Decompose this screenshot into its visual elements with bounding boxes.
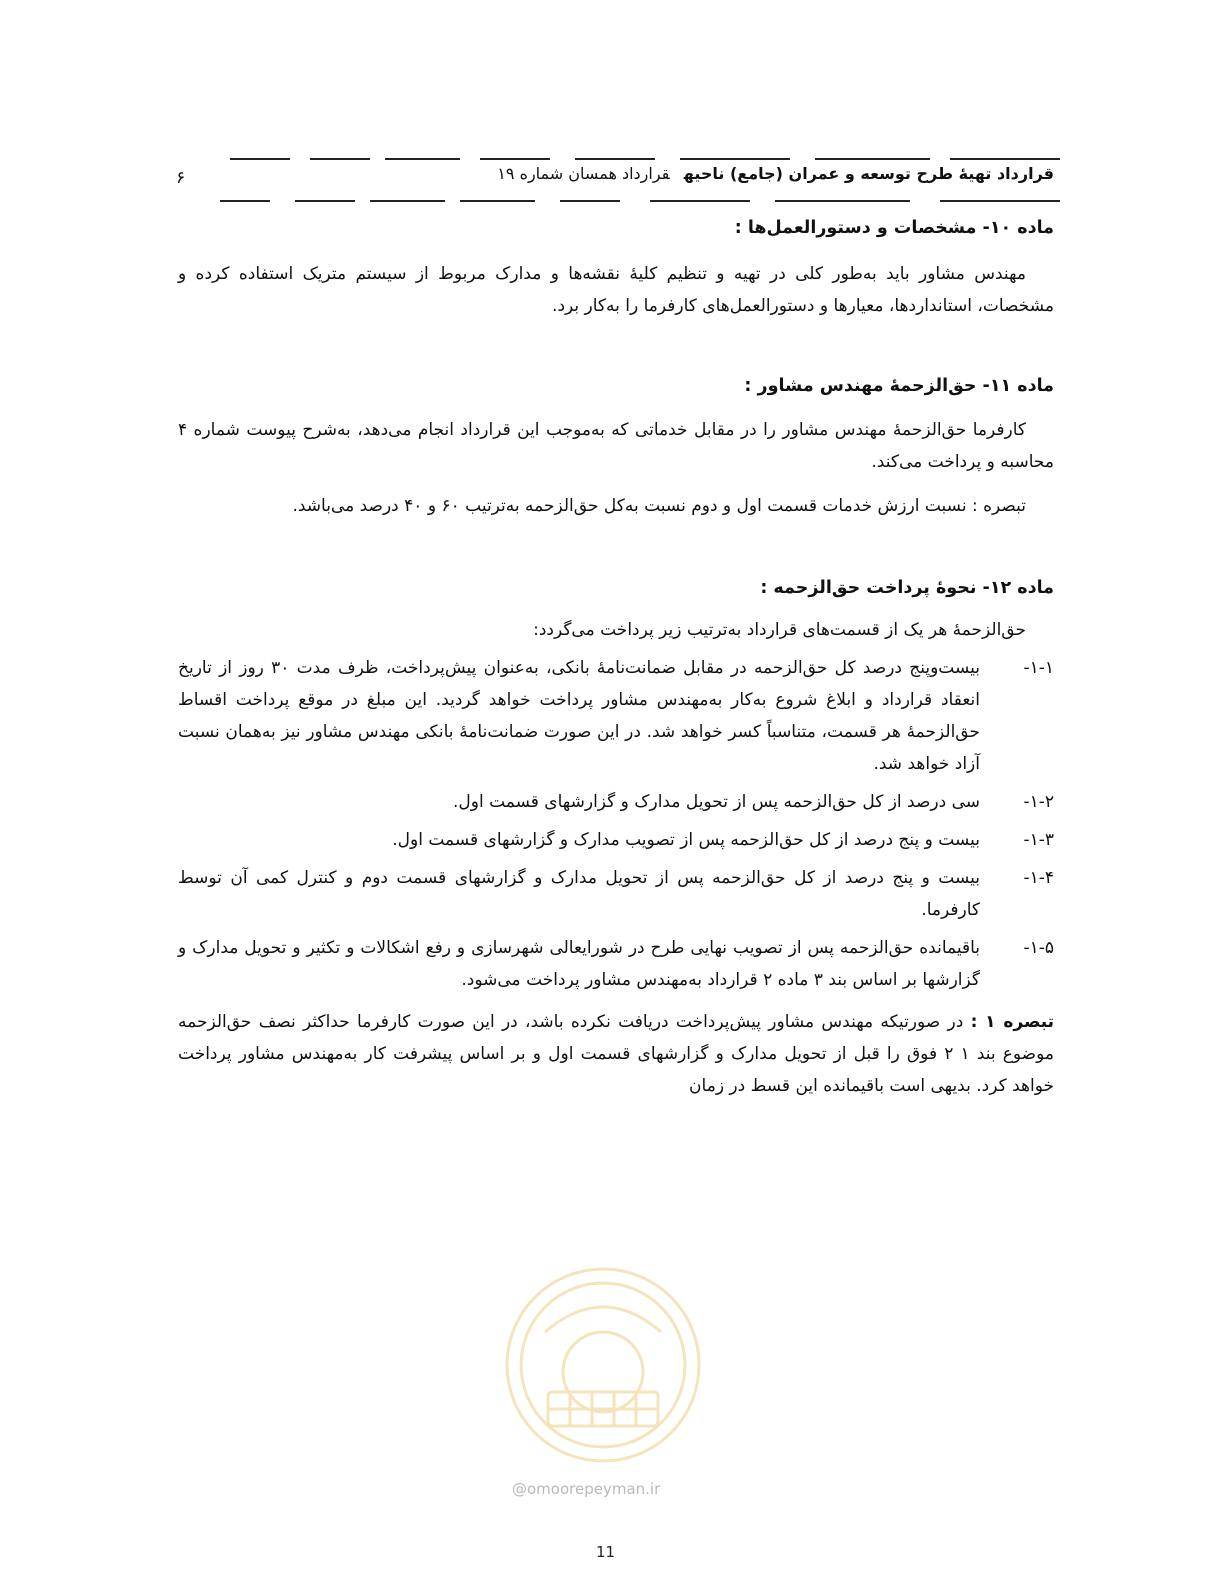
header-title [497,164,1054,183]
watermark-url: @omoorepeyman.ir [512,1480,661,1498]
list-item-number: ۱-۱- [1023,658,1054,678]
header-rule-bottom [190,200,1060,202]
list-item-text: سی درصد از کل حق‌الزحمه پس از تحویل مدارک و گزارشهای قسمت اول. [452,792,980,812]
list-item-number: ۱-۵- [1023,938,1054,958]
article-12-heading: ماده ۱۲- نحوهٔ پرداخت حق‌الزحمه : [760,578,1054,598]
note-1-label: تبصره ۱ : [970,1012,1055,1032]
list-item [178,824,1054,856]
list-item [178,652,1054,780]
watermark-seal-icon [500,1262,706,1468]
article-10-body: مهندس مشاور باید به‌طور کلی در تهیه و تنظیم کلیهٔ نقشه‌ها و مدارک مربوط از سیستم متریک استفاده کرده و مشخصات، استانداردها، معیارها و دستورالعمل‌های کارفرما را به‌کار برد. [178,264,1054,316]
list-item-text: بیست و پنج درصد از کل حق‌الزحمه پس از تصویب مدارک و گزارشهای قسمت اول. [392,830,980,850]
document-body [178,212,1054,1102]
article-11-heading: ماده ۱۱- حق‌الزحمهٔ مهندس مشاور : [744,376,1054,396]
article-12-intro: حق‌الزحمهٔ هر یک از قسمت‌های قرارداد به‌ترتیب زیر پرداخت می‌گردد: [533,620,1026,640]
list-item [178,786,1054,818]
note-1-text: در صورتیکه مهندس مشاور پیش‌پرداخت دریافت نکرده باشد، در این صورت کارفرما حداکثر نصف حق‌الزحمه موضوع بند ۱ ۲ فوق را قبل از تحویل مدارک و گزارشهای قسمت اول و بر اساس پیشرفت کار به‌مهندس مشاور پرداخت خواهد کرد. بدیهی است باقیمانده این قسط در زمان [178,1012,1055,1096]
list-item-number: ۱-۴- [1023,868,1054,888]
list-item [178,932,1054,996]
list-item-text: بیست‌وپنج درصد کل حق‌الزحمه در مقابل ضمانت‌نامهٔ بانکی، به‌عنوان پیش‌پرداخت، ظرف مدت ۳۰ روز از تاریخ انعقاد قرارداد و ابلاغ شروع به‌کار به‌مهندس مشاور پرداخت خواهد گردید. این مبلغ در موقع پرداخت اقساط حق‌الزحمهٔ هر قسمت، متناسباً کسر خواهد شد. در این صورت ضمانت‌نامهٔ بانکی مهندس مشاور نیز به‌همان نسبت آزاد خواهد شد. [178,658,980,774]
footer-folio: 11 [596,1543,616,1561]
header-page-number: ۶ [176,168,186,188]
list-item [178,862,1054,926]
list-item-text: باقیمانده حق‌الزحمه پس از تصویب نهایی طرح در شورایعالی شهرسازی و رفع اشکالات و تکثیر و تحویل مدارک و گزارشها بر اساس بند ۳ ماده ۲ قرارداد به‌مهندس مشاور پرداخت می‌شود. [178,938,980,990]
list-item-number: ۱-۲- [1023,792,1054,812]
article-11-note: تبصره : نسبت ارزش خدمات قسمت اول و دوم نسبت به‌کل حق‌الزحمه به‌ترتیب ۶۰ و ۴۰ درصد می‌باشد. [292,496,1026,516]
header-title-text: قرارداد تهیهٔ طرح توسعه و عمران (جامع) ناحیه [683,164,1054,183]
article-12-note-1 [178,1006,1054,1102]
list-item-number: ۱-۳- [1023,830,1054,850]
article-10-heading: ماده ۱۰- مشخصات و دستورالعمل‌ها : [734,218,1054,238]
header-rule-top [190,158,1060,160]
header-subtitle: قرارداد همسان شماره ۱۹ [497,164,670,183]
list-item-text: بیست و پنج درصد از کل حق‌الزحمه پس از تحویل مدارک و گزارشهای قسمت دوم و کنترل کمی آن توسط کارفرما. [178,868,980,920]
article-11-body: کارفرما حق‌الزحمهٔ مهندس مشاور را در مقابل خدماتی که به‌موجب این قرارداد انجام می‌دهد، به‌شرح پیوست شماره ۴ محاسبه و پرداخت می‌کند. [178,420,1054,472]
